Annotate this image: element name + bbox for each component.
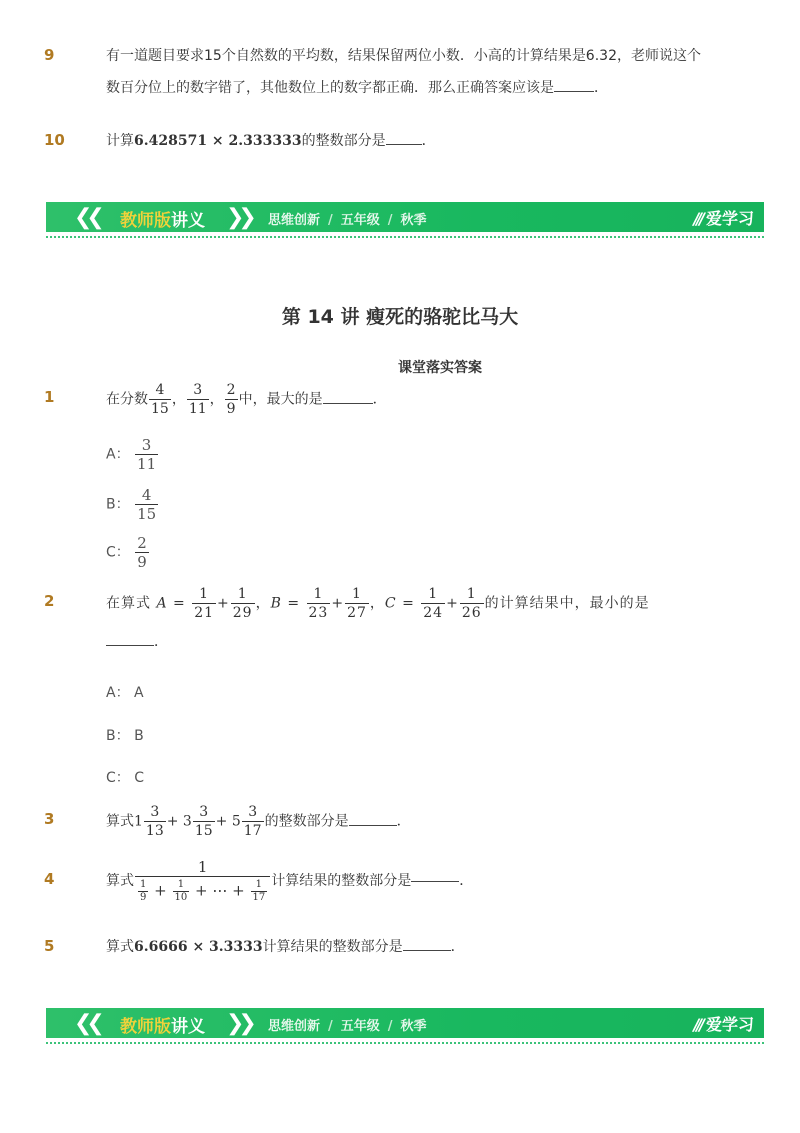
brand-mark-icon: ///	[693, 209, 702, 228]
banner-title-part-2: 讲义	[171, 1017, 205, 1037]
section-title: 课堂落实答案	[398, 360, 482, 376]
answer-blank	[323, 402, 373, 404]
double-chevron-right-icon: ❯❯	[226, 205, 251, 230]
plus-sign: +	[154, 881, 167, 900]
numerator: 1	[199, 586, 210, 602]
numerator: 1	[313, 586, 324, 602]
numerator: 1	[197, 858, 208, 876]
question-3-suffix: 的整数部分是	[264, 813, 349, 830]
numerator: 2	[226, 382, 236, 398]
whole-number: + 5	[215, 813, 241, 830]
comma: ，	[171, 391, 186, 408]
dotted-divider	[46, 1042, 764, 1044]
question-5-expression: 6.6666 × 3.3333	[134, 939, 263, 955]
answer-blank	[386, 143, 422, 145]
option-b[interactable]	[106, 725, 144, 745]
denominator: 9	[226, 401, 236, 417]
fraction	[251, 879, 268, 904]
question-2-continuation	[106, 632, 168, 652]
numerator: 3	[193, 382, 203, 398]
banner-title-part-1: 教师版	[120, 211, 171, 231]
banner-term: 秋季	[400, 1019, 427, 1034]
question-9-line-2	[106, 78, 608, 98]
question-10-suffix: 的整数部分是	[301, 133, 386, 149]
answer-blank	[411, 880, 459, 882]
period: ．	[421, 133, 436, 149]
brand-name: 爱学习	[705, 209, 754, 228]
fraction	[307, 585, 331, 622]
question-3-text	[106, 803, 411, 840]
question-1-suffix: 中，最大的是	[238, 391, 323, 408]
period: ．	[372, 391, 387, 408]
numerator: 1	[352, 586, 362, 602]
option-a[interactable]	[106, 436, 159, 473]
denominator: 9	[140, 892, 147, 903]
denominator: 26	[461, 605, 482, 621]
question-10-expression: 6.428571 × 2.333333	[134, 133, 302, 149]
brand-logo	[693, 1012, 754, 1035]
question-9-text	[106, 46, 701, 98]
numerator: 3	[141, 436, 152, 454]
separator: /	[387, 213, 393, 228]
numerator: 4	[141, 486, 152, 504]
banner-subtitle	[268, 209, 427, 228]
fraction	[149, 381, 171, 418]
separator: /	[328, 1019, 333, 1034]
denominator: 15	[194, 823, 213, 839]
complex-fraction	[135, 858, 270, 904]
question-5-text	[106, 937, 465, 957]
question-1-text	[106, 381, 387, 418]
banner-title	[120, 1012, 205, 1037]
option-value: B	[134, 728, 144, 744]
numerator: 2	[137, 534, 147, 552]
numerator: 3	[150, 804, 160, 820]
question-9-line-2-text: 数百分位上的数字错了，其他数位上的数字都正确．那么正确答案应该是	[106, 80, 554, 96]
option-value: A	[134, 685, 144, 701]
banner-course: 思维创新	[268, 213, 321, 228]
question-2-suffix: 的计算结果中，最小的是	[484, 595, 650, 612]
teacher-edition-banner	[46, 202, 764, 232]
option-label: C：	[106, 770, 130, 786]
comma: ，	[369, 595, 385, 612]
denominator: 11	[188, 401, 207, 417]
banner-subtitle	[268, 1015, 427, 1034]
denominator: 21	[194, 605, 215, 621]
fraction	[460, 585, 484, 622]
denominator: 29	[232, 605, 253, 621]
fraction	[138, 879, 148, 904]
banner-title-part-2: 讲义	[171, 211, 205, 231]
answer-blank	[349, 824, 397, 826]
option-label: B：	[106, 728, 130, 744]
option-a[interactable]	[106, 682, 144, 702]
numerator: 1	[237, 586, 248, 602]
question-4-text	[106, 858, 473, 904]
whole-number: 1	[134, 813, 143, 830]
fraction	[144, 803, 166, 840]
question-4-suffix: 计算结果的整数部分是	[271, 873, 412, 889]
lecture-title: 第 14 讲 瘦死的骆驼比马大	[281, 306, 519, 328]
variable-a: A =	[156, 595, 186, 612]
question-number: 10	[44, 131, 65, 149]
period: ．	[594, 80, 608, 96]
option-label: C：	[106, 544, 130, 561]
question-number: 2	[44, 592, 55, 610]
question-4-prefix: 算式	[106, 873, 134, 889]
plus-sign: +	[331, 595, 345, 612]
period: ．	[396, 813, 411, 830]
question-number: 3	[44, 810, 55, 828]
plus-sign: +	[446, 595, 459, 612]
brand-mark-icon: ///	[693, 1015, 702, 1034]
brand-logo	[693, 206, 754, 229]
question-9-line-1: 有一道题目要求15个自然数的平均数，结果保留两位小数．小高的计算结果是6.32，老师说这个	[106, 48, 701, 64]
denominator: 15	[151, 401, 169, 417]
denominator: 11	[137, 455, 157, 473]
denominator: 24	[423, 605, 444, 621]
option-label: A：	[106, 685, 130, 701]
denominator: 9	[137, 553, 147, 571]
question-1-prefix: 在分数	[106, 391, 148, 408]
question-number: 4	[44, 870, 55, 888]
banner-title-part-1: 教师版	[120, 1017, 171, 1037]
denominator: 27	[347, 605, 367, 621]
separator: /	[328, 213, 333, 228]
period: ．	[154, 634, 168, 650]
question-number: 5	[44, 937, 55, 955]
fraction	[345, 585, 369, 622]
numerator: 3	[199, 804, 209, 820]
teacher-edition-banner	[46, 1008, 764, 1038]
question-number: 1	[44, 388, 55, 406]
fraction	[421, 585, 445, 622]
denominator: 13	[145, 823, 164, 839]
question-2-prefix: 在算式	[106, 595, 151, 612]
comma: ，	[209, 391, 224, 408]
numerator: 1	[140, 879, 147, 890]
double-chevron-left-icon: ❮❮	[74, 1011, 99, 1036]
option-label: A：	[106, 446, 130, 463]
comma: ，	[255, 595, 271, 612]
brand-name: 爱学习	[705, 1015, 754, 1034]
banner-grade: 五年级	[340, 1019, 380, 1034]
variable-b: B =	[270, 595, 301, 612]
denominator: 17	[243, 823, 262, 839]
denominator: 17	[252, 892, 266, 903]
denominator: 15	[137, 505, 157, 523]
question-3-prefix: 算式	[106, 813, 134, 830]
dotted-divider	[46, 236, 764, 238]
answer-blank	[554, 90, 594, 92]
option-value: C	[134, 770, 145, 786]
numerator: 1	[177, 879, 185, 890]
fraction	[231, 585, 255, 622]
plus-sign: +	[217, 595, 230, 612]
question-5-suffix: 计算结果的整数部分是	[262, 939, 403, 955]
banner-term: 秋季	[400, 213, 427, 228]
double-chevron-left-icon: ❮❮	[74, 205, 99, 230]
fraction	[193, 803, 215, 840]
variable-c: C =	[384, 595, 415, 612]
period: ．	[459, 873, 474, 889]
denominator	[135, 876, 270, 904]
fraction	[242, 803, 264, 840]
fraction	[192, 585, 216, 622]
denominator: 10	[174, 892, 188, 903]
fraction	[135, 436, 158, 473]
separator: /	[387, 1019, 393, 1034]
question-number: 9	[44, 46, 55, 64]
numerator: 3	[248, 804, 258, 820]
banner-title	[120, 206, 205, 231]
numerator: 4	[155, 382, 165, 398]
answer-blank	[403, 949, 451, 951]
numerator: 1	[466, 586, 477, 602]
numerator: 1	[428, 586, 439, 602]
fraction	[135, 534, 149, 571]
numerator: 1	[255, 879, 263, 890]
ellipsis-sum: + ⋯ +	[195, 881, 245, 900]
question-5-prefix: 算式	[106, 939, 134, 955]
answer-blank	[106, 644, 154, 646]
banner-grade: 五年级	[340, 213, 380, 228]
fraction	[135, 486, 158, 523]
period: ．	[450, 939, 465, 955]
banner-course: 思维创新	[268, 1019, 321, 1034]
option-label: B：	[106, 496, 130, 513]
question-10-text	[106, 131, 436, 151]
double-chevron-right-icon: ❯❯	[226, 1011, 251, 1036]
fraction	[225, 381, 238, 418]
fraction	[173, 879, 190, 904]
fraction	[187, 381, 209, 418]
option-c[interactable]	[106, 767, 144, 787]
option-c[interactable]	[106, 534, 150, 571]
option-b[interactable]	[106, 486, 159, 523]
question-10-prefix: 计算	[106, 133, 134, 149]
whole-number: + 3	[166, 813, 192, 830]
question-2-text	[106, 585, 650, 622]
denominator: 23	[308, 605, 329, 621]
